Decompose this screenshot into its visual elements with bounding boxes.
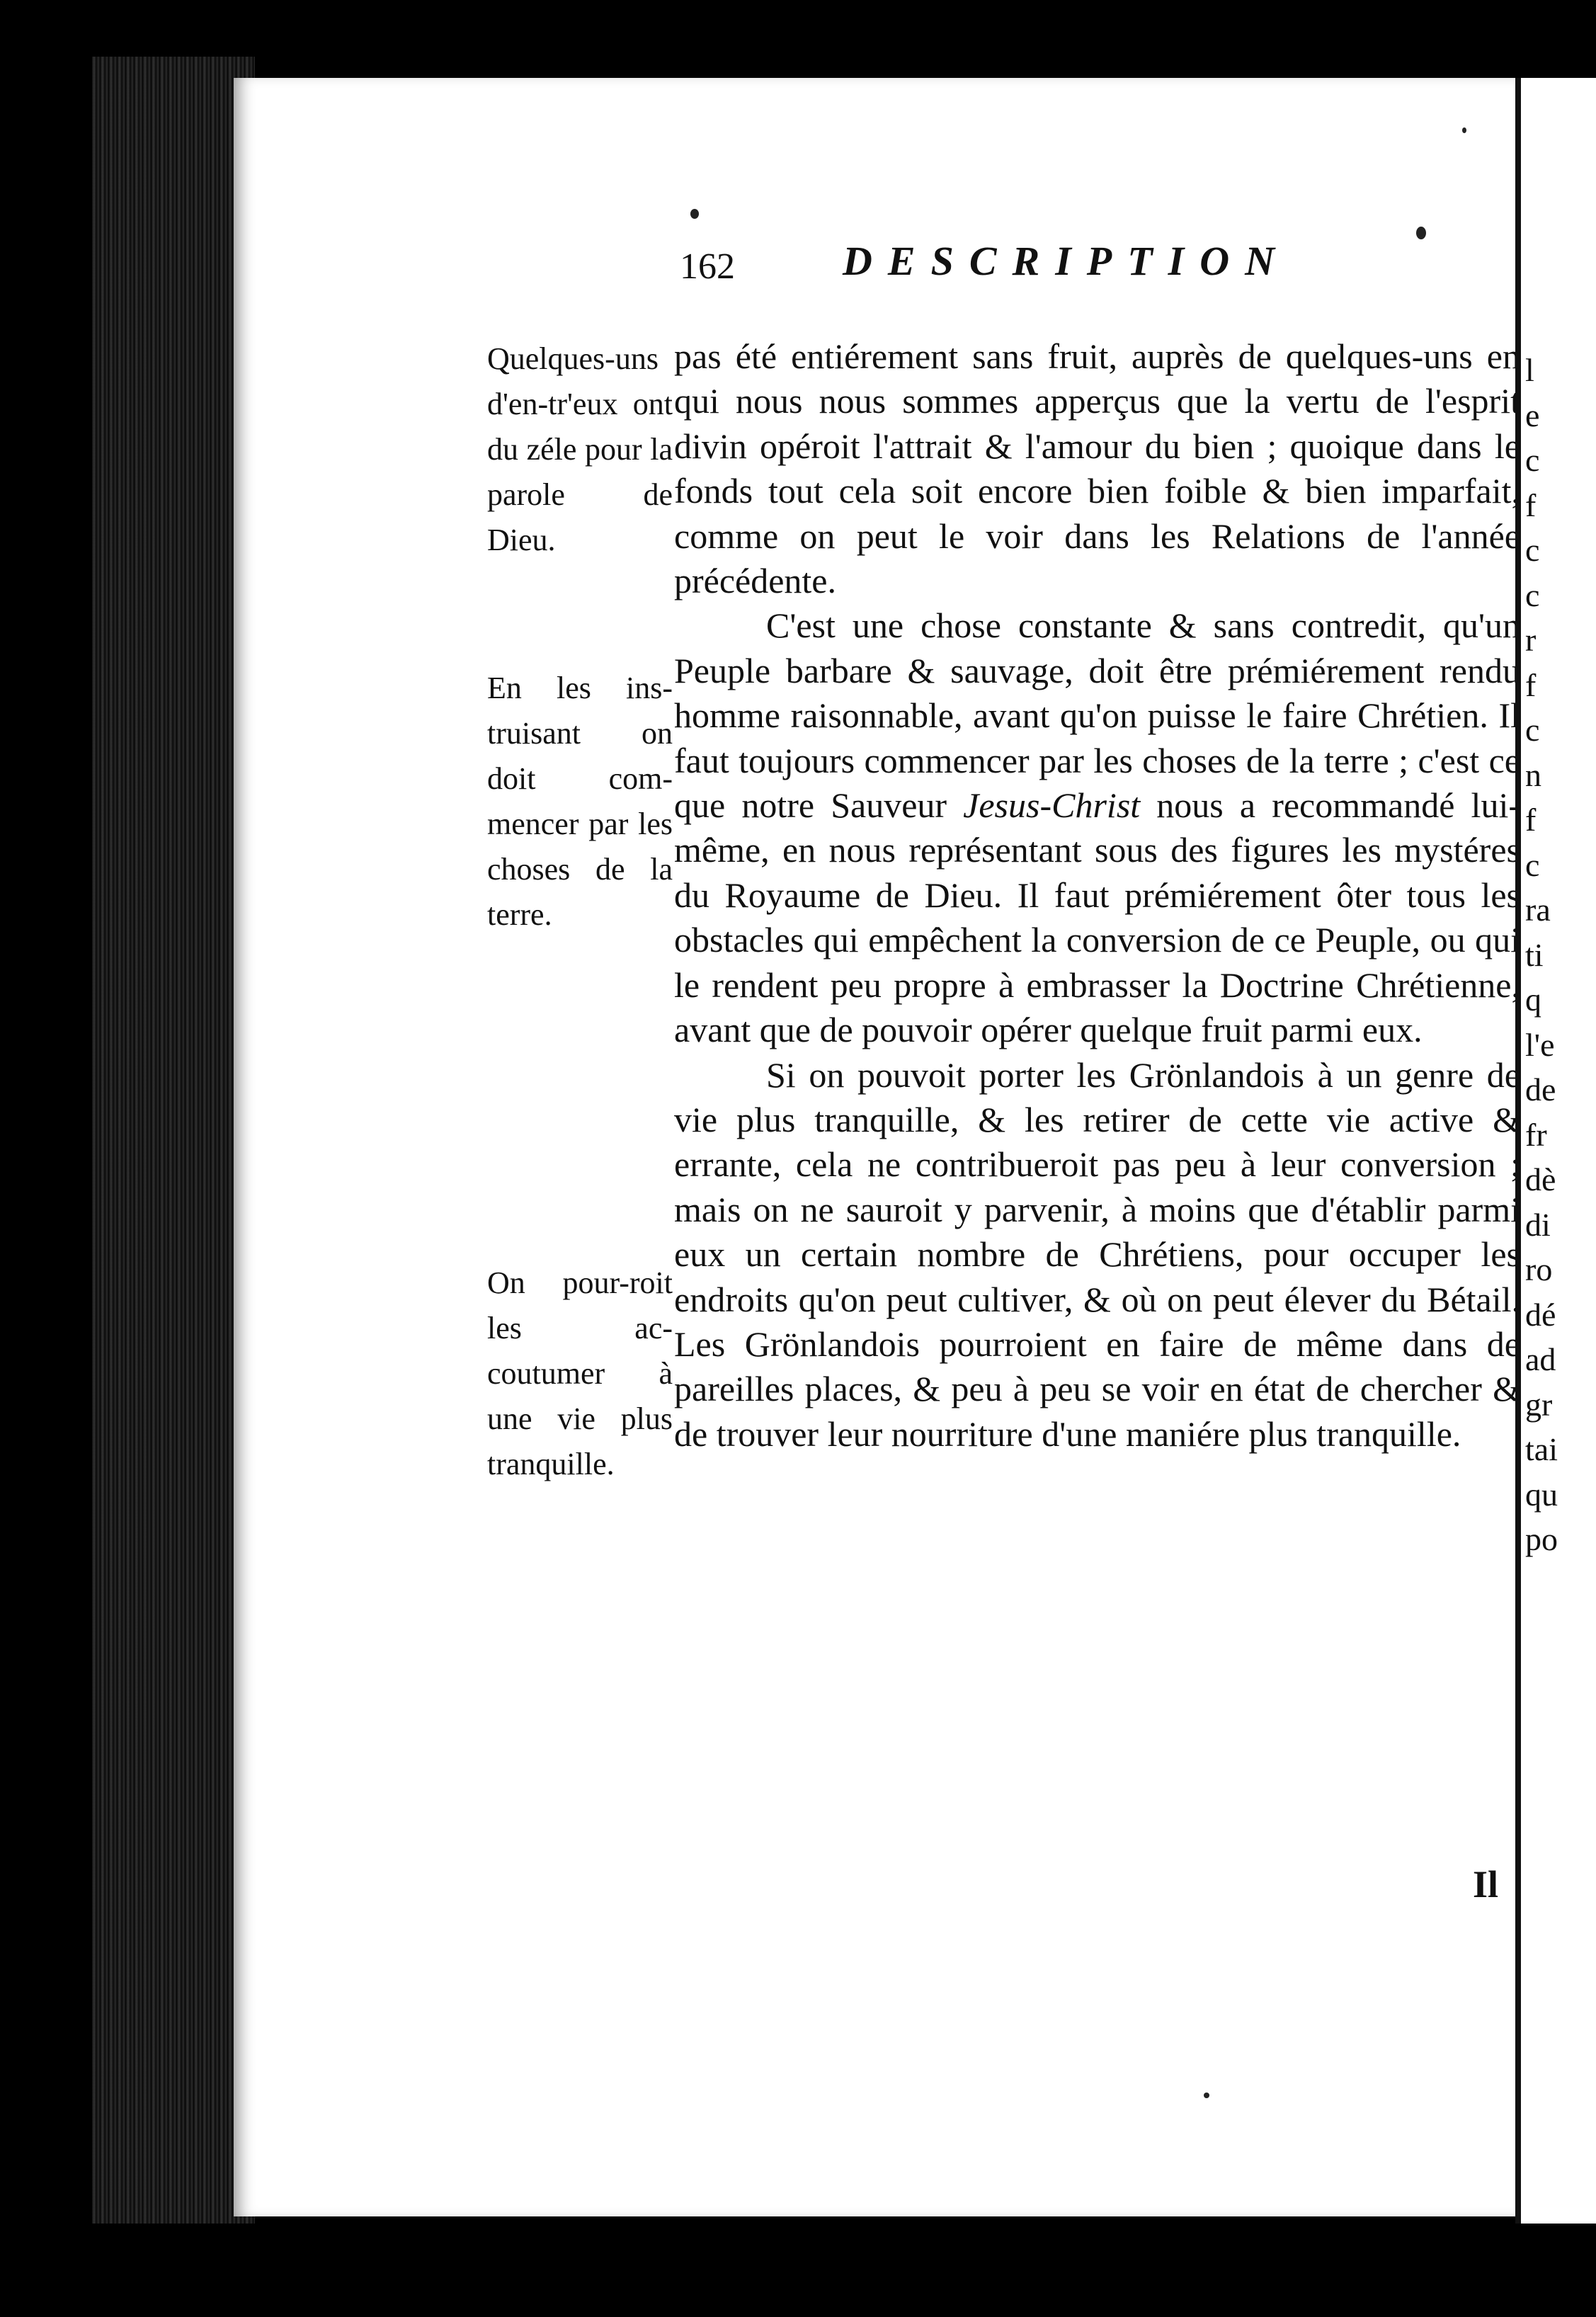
page-number: 162 xyxy=(680,246,735,287)
next-page-fragment: qu xyxy=(1525,1476,1558,1513)
paragraph-1: pas été entiérement sans fruit, auprès de quelques-uns en qui nous nous sommes apperçus que la vertu de l'esprit divin opéroit l'attrait & l'amour du bien ; quoique dans le fonds tout cela soit encore bien foible & bien imparfait, comme on peut le voir dans les Relations de l'année précédente. xyxy=(674,336,1520,601)
next-page-fragment: l xyxy=(1525,352,1534,388)
sidenote-1: Quelques-uns d'en-tr'eux ont du zéle pour la parole de Dieu. xyxy=(487,341,673,557)
next-page-fragment: c xyxy=(1525,846,1540,883)
next-page-fragment: f xyxy=(1525,486,1537,523)
next-page-fragment: de xyxy=(1525,1071,1556,1108)
next-page-fragment: ad xyxy=(1525,1341,1556,1377)
ink-speck xyxy=(690,209,699,219)
sidenote-2: En les ins-truisant on doit com-mencer par les choses de la terre. xyxy=(487,671,673,932)
next-page-fragment: dè xyxy=(1525,1161,1556,1197)
ink-speck xyxy=(1204,2093,1209,2098)
next-page-fragment: ra xyxy=(1525,892,1551,928)
name-jesus-christ: Jesus-Christ xyxy=(963,785,1141,826)
next-page-fragment: po xyxy=(1525,1521,1558,1557)
paragraph-2 xyxy=(674,603,1520,1052)
next-page-fragment: fr xyxy=(1525,1116,1547,1153)
ink-speck xyxy=(1416,227,1426,239)
next-page-fragment: f xyxy=(1525,666,1537,703)
next-page-fragment: e xyxy=(1525,397,1540,433)
next-page-edge xyxy=(1521,78,1596,2224)
next-page-fragment: q xyxy=(1525,981,1541,1018)
next-page-fragment: n xyxy=(1525,756,1541,793)
catchword: Il xyxy=(1473,1863,1499,1906)
next-page-fragment: tai xyxy=(1525,1431,1558,1467)
next-page-fragment: c xyxy=(1525,532,1540,568)
running-title: DESCRIPTION xyxy=(843,238,1290,284)
next-page-fragment: dé xyxy=(1525,1296,1556,1333)
body-text xyxy=(674,334,1520,1457)
paragraph-3: Si on pouvoit porter les Grönlandois à un genre de vie plus tranquille, & les retirer de cette vie active & errante, cela ne contribueroit pas peu à leur conversion ; mais on ne sauroit y parvenir, à moins que d'établir parmi eux un certain nombre de Chrétiens, pour occuper les endroits qu'on peut cultiver, & où on peut élever du Bétail. Les Grönlandois pourroient en faire de même dans de pareilles places, & peu à peu se voir en état de chercher & de trouver leur nourriture d'une maniére plus tranquille. xyxy=(674,1054,1520,1454)
next-page-fragment: ti xyxy=(1525,936,1544,973)
paragraph-2-end: nous a recommandé lui-même, en nous représentant sous des figures les mystéres du Royaume de Dieu. Il faut prémiérement ôter tous les obstacles qui empêchent la conversion de ce Peuple, ou qui le rendent peu propre à embrasser la Doctrine Chrétienne, avant que de pouvoir opérer quelque fruit parmi eux. xyxy=(674,785,1520,1050)
next-page-fragment: c xyxy=(1525,442,1540,478)
ink-speck xyxy=(1462,127,1466,133)
next-page-fragment: c xyxy=(1525,576,1540,613)
sidenote-3: On pour-roit les ac-coutumer à une vie plus tranquille. xyxy=(487,1265,673,1481)
next-page-fragment: gr xyxy=(1525,1386,1553,1423)
next-page-fragment: f xyxy=(1525,802,1537,838)
next-page-fragment: ro xyxy=(1525,1251,1553,1287)
next-page-fragment: l'e xyxy=(1525,1026,1555,1063)
next-page-fragment: r xyxy=(1525,622,1537,658)
next-page-fragment: di xyxy=(1525,1206,1551,1243)
next-page-fragment: c xyxy=(1525,712,1540,748)
paragraph-2-start: C'est une chose constante & sans contredit, qu'un Peuple barbare & sauvage, doit être prémiérement rendu homme raisonnable, avant qu'on puisse le faire Chrétien. Il faut toujours commencer par les choses de la terre ; c'est ce que notre Sauveur xyxy=(674,605,1520,826)
book-edge xyxy=(92,57,255,2224)
